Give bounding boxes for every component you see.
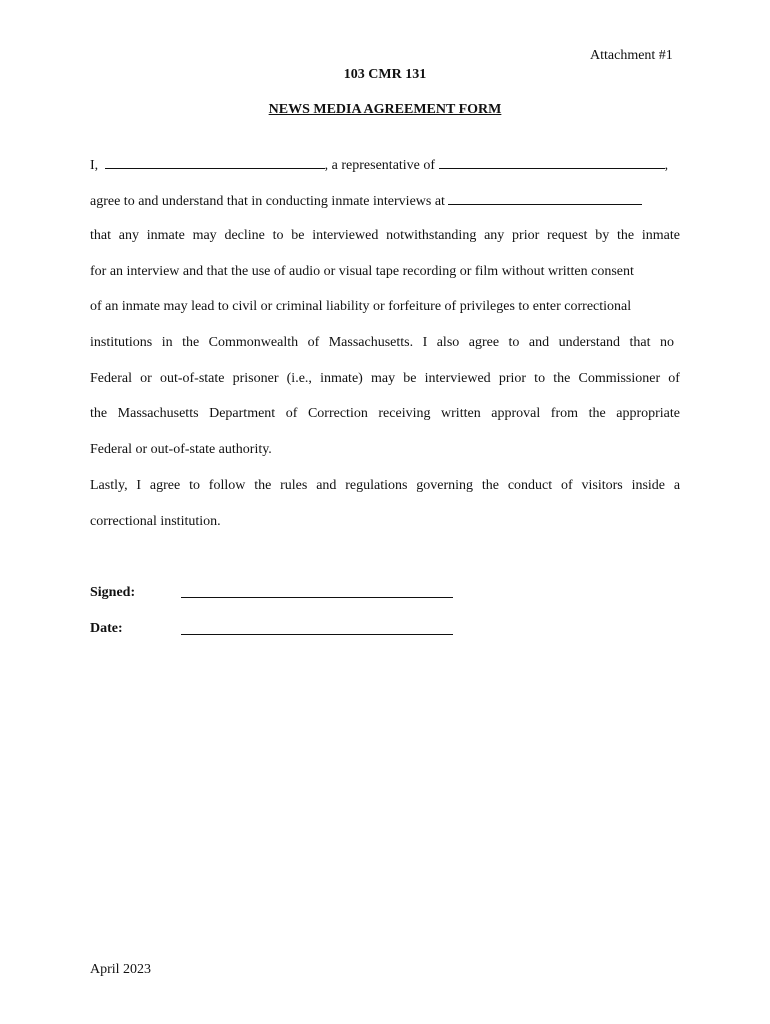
line7-text: Federal or out-of-state prisoner (i.e., inmate) may be interviewed prior to the Commissioner of [90,371,680,386]
attachment-label: Attachment #1 [590,48,673,63]
paragraph-line-11 [90,513,221,531]
line1-middle-text: , a representative of [324,158,436,173]
paragraph-line-7 [90,370,680,388]
date-line[interactable] [181,634,453,635]
signed-label: Signed: [90,585,136,600]
date-label: Date: [90,621,123,636]
name-line [90,155,668,175]
facility-blank[interactable] [448,191,642,205]
line11-text: correctional institution. [90,514,221,529]
paragraph-line-3 [90,227,680,245]
footer-date: April 2023 [90,962,152,977]
line9-text: Federal or out-of-state authority. [90,442,272,457]
line3-text: that any inmate may decline to be interviewed notwithstanding any prior request by the inmate [90,228,680,243]
paragraph-line-9 [90,441,272,459]
line4-text: for an interview and that the use of audio or visual tape recording or film without written consent [90,264,634,279]
name-blank[interactable] [105,155,325,169]
line10-text: Lastly, I agree to follow the rules and regulations governing the conduct of visitors inside a [90,478,681,493]
paragraph-line-5 [90,298,631,316]
facility-line [90,191,642,211]
organization-blank[interactable] [439,155,665,169]
form-title: NEWS MEDIA AGREEMENT FORM [268,102,502,117]
paragraph-line-6 [90,334,674,352]
line5-text: of an inmate may lead to civil or criminal liability or forfeiture of privileges to enter correctional [90,299,632,314]
line1-end-text: , [664,158,669,173]
signature-line[interactable] [181,597,453,598]
paragraph-line-10 [90,477,680,495]
paragraph-line-4 [90,263,634,281]
line2-text: agree to and understand that in conducting inmate interviews at [90,194,445,209]
line1-start-text: I, [90,158,99,173]
line6-text: institutions in the Commonwealth of Massachusetts. I also agree to and understand that no [90,335,674,350]
regulation-number: 103 CMR 131 [343,67,427,82]
paragraph-line-8 [90,405,680,423]
line8-text: the Massachusetts Department of Correction receiving written approval from the appropriate [90,406,680,421]
